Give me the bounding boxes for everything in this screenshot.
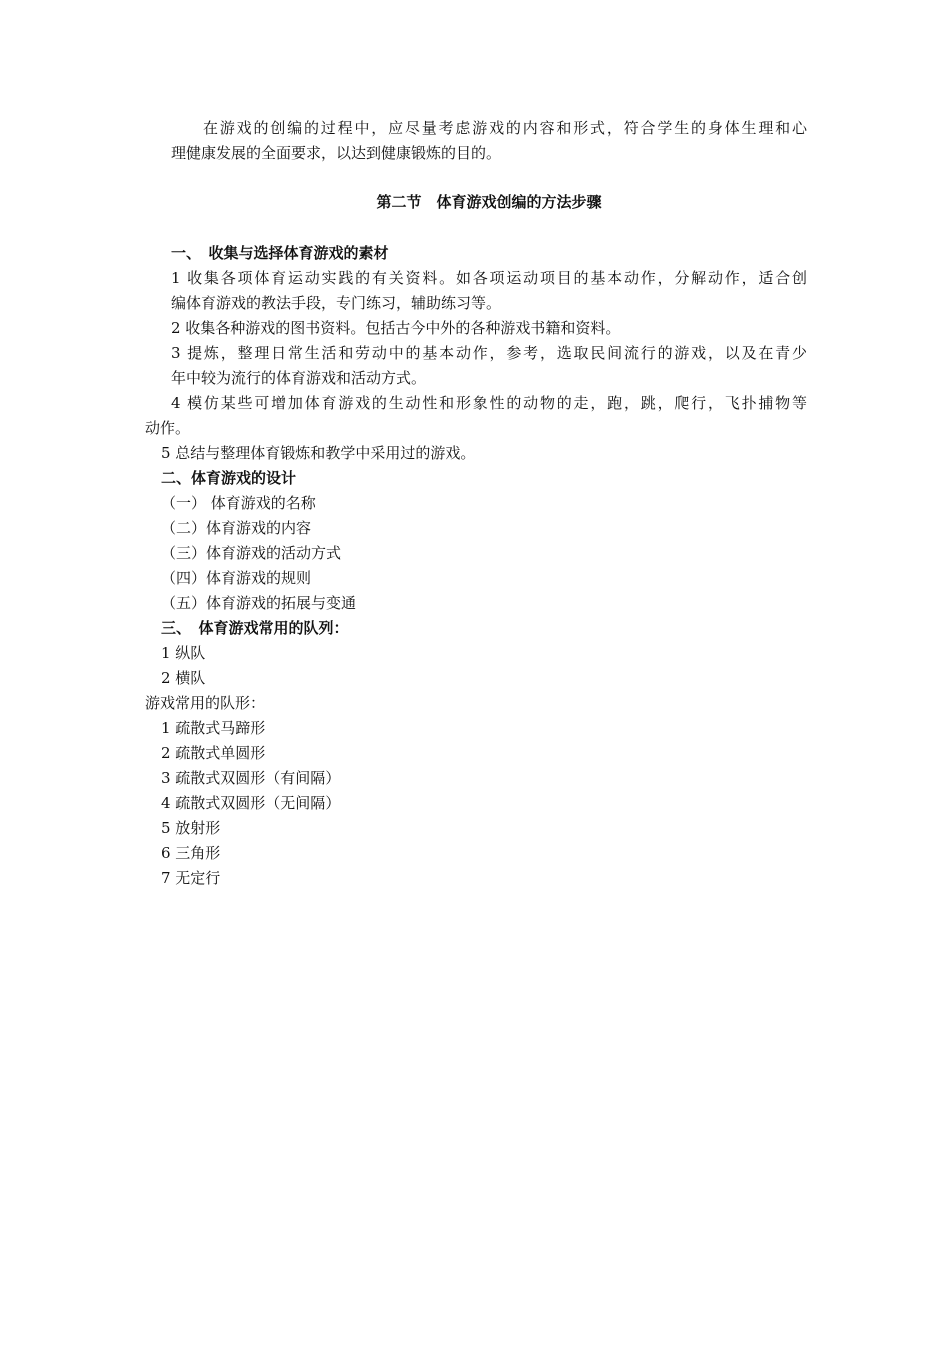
part2-item-1: （一） 体育游戏的名称 (161, 494, 316, 512)
part1-item-2: 2 收集各种游戏的图书资料。包括古今中外的各种游戏书籍和资料。 (171, 319, 621, 337)
part2-item-4: （四）体育游戏的规则 (161, 569, 312, 587)
formation-item-7: 7 无定行 (161, 869, 221, 887)
formation-item-4: 4 疏散式双圆形（无间隔） (161, 794, 341, 812)
part2-item-2: （二）体育游戏的内容 (161, 519, 312, 537)
formation-label: 游戏常用的队形： (145, 694, 266, 712)
section-title: 第二节 体育游戏创编的方法步骤 (376, 193, 602, 211)
part3-heading: 三、 体育游戏常用的队列： (161, 619, 349, 637)
part1-item-1a: 1 收集各项体育运动实践的有关资料。如各项运动项目的基本动作，分解动作，适合创 (171, 269, 807, 287)
intro-line-1: 在游戏的创编的过程中，应尽量考虑游戏的内容和形式，符合学生的身体生理和心 (203, 119, 807, 137)
part3-item-2: 2 横队 (161, 669, 206, 687)
part2-item-5: （五）体育游戏的拓展与变通 (161, 594, 357, 612)
part1-item-4b: 动作。 (145, 419, 191, 437)
formation-item-2: 2 疏散式单圆形 (161, 744, 266, 762)
part1-item-3b: 年中较为流行的体育游戏和活动方式。 (171, 369, 427, 387)
formation-item-3: 3 疏散式双圆形（有间隔） (161, 769, 341, 787)
part1-item-4a: 4 模仿某些可增加体育游戏的生动性和形象性的动物的走，跑，跳，爬行，飞扑捕物等 (171, 394, 807, 412)
part1-heading: 一、 收集与选择体育游戏的素材 (171, 244, 389, 262)
part1-item-3a: 3 提炼，整理日常生活和劳动中的基本动作，参考，选取民间流行的游戏，以及在青少 (171, 344, 807, 362)
part1-item-5: 5 总结与整理体育锻炼和教学中采用过的游戏。 (161, 444, 476, 462)
formation-item-5: 5 放射形 (161, 819, 221, 837)
part1-item-1b: 编体育游戏的教法手段，专门练习，辅助练习等。 (171, 294, 502, 312)
formation-item-6: 6 三角形 (161, 844, 221, 862)
part3-item-1: 1 纵队 (161, 644, 206, 662)
intro-line-2: 理健康发展的全面要求，以达到健康锻炼的目的。 (171, 144, 502, 162)
part2-heading: 二、体育游戏的设计 (161, 469, 297, 487)
part2-item-3: （三）体育游戏的活动方式 (161, 544, 342, 562)
formation-item-1: 1 疏散式马蹄形 (161, 719, 266, 737)
